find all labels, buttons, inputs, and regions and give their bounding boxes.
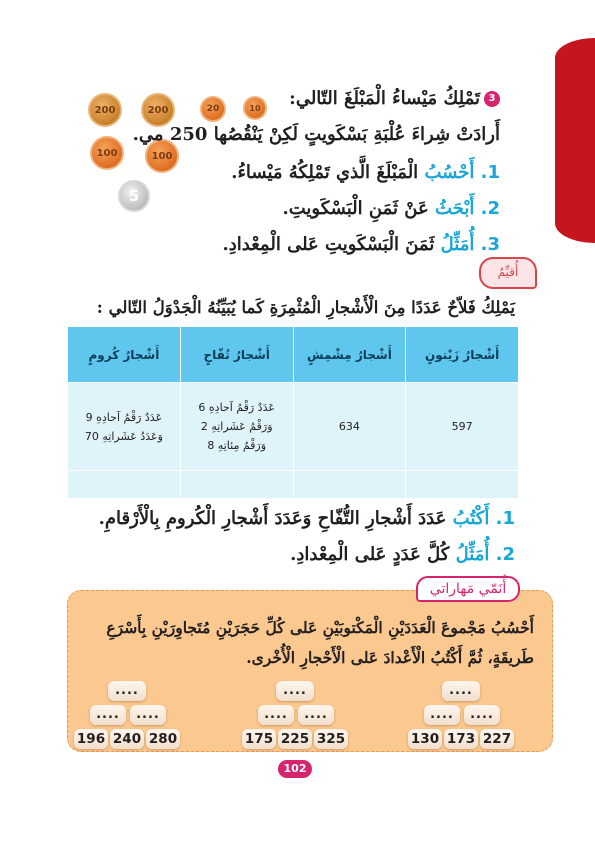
page-number: 102 <box>278 760 312 778</box>
pyramid-1-base-2: 240 <box>110 729 144 749</box>
exercise3-item-2: 2. أَبْحَثُ عَنْ ثَمَنِ الْبَسْكَويتِ. <box>282 198 500 219</box>
skills-instructions: أَحْسُبُ مَجْموعَ الْعَدَدَيْنِ الْمَكْتوبَيْنِ عَلى كُلِّ حَجَرَيْنِ مُتَجاوِرَيْنِ بِأَسْرَعِ طَريقَةٍ، ثُمَّ أَكْتُبُ الْأَعْدادَ عَلى الْأَحْجارِ الْأُخْرى. <box>106 618 534 667</box>
pyramid-1-top[interactable]: .... <box>108 681 146 701</box>
coin-200-a: 200 <box>88 93 122 127</box>
coin-5: 5 <box>118 180 150 212</box>
skills-title: أُنَمّي مَهاراتي <box>416 576 520 602</box>
pyramid-1-base-1: 196 <box>74 729 108 749</box>
coin-100-b: 100 <box>145 139 179 173</box>
exercise-number-badge: 3 <box>484 91 500 107</box>
pyramid-3-top[interactable]: .... <box>442 681 480 701</box>
header-apricot: أَشْجارُ مِشْمِشٍ <box>293 327 406 383</box>
skills-box <box>67 590 553 752</box>
pyramid-2-base-2: 225 <box>278 729 312 749</box>
pyramid-2-base-1: 175 <box>242 729 276 749</box>
header-olive: أَشْجارُ زَيْتونٍ <box>406 327 519 383</box>
pyramid-1 <box>74 679 180 753</box>
pyramid-2 <box>242 679 348 753</box>
farmer-question-1: 1. أَكْتُبُ عَدَدَ أَشْجارِ التُّفّاحِ وَعَدَدَ أَشْجارِ الْكُرومِ بِالْأَرْقامِ. <box>98 508 515 529</box>
exercise3-text: أَرادَتْ شِراءَ عُلْبَةِ بَسْكَويتٍ لَكِنْ يَنْقُصُها 250 مي. <box>132 124 500 145</box>
pyramid-2-top[interactable]: .... <box>276 681 314 701</box>
chapter-tab <box>555 38 595 243</box>
coin-200-b: 200 <box>141 93 175 127</box>
answer-cell-apricot[interactable] <box>293 471 406 499</box>
assessment-label: أُقيِّمُ <box>479 257 537 289</box>
answer-cell-grape[interactable] <box>68 471 181 499</box>
answer-cell-olive[interactable] <box>406 471 519 499</box>
pyramid-3-mid-right[interactable]: .... <box>464 705 500 725</box>
coin-10: 10 <box>243 96 267 120</box>
coin-100-a: 100 <box>90 136 124 170</box>
pyramid-3-mid-left[interactable]: .... <box>424 705 460 725</box>
exercise3-title: 3تَمْلِكُ مَيْساءُ الْمَبْلَغَ التّالي: <box>289 88 500 109</box>
trees-table <box>67 326 519 499</box>
exercise3-item-1: 1. أَحْسُبُ الْمَبْلَغَ الَّذي تَمْلِكُهُ مَيْساءُ. <box>231 162 500 183</box>
pyramid-1-mid-left[interactable]: .... <box>90 705 126 725</box>
header-grape: أَشْجارُ كُرومٍ <box>68 327 181 383</box>
answer-cell-apple[interactable] <box>180 471 293 499</box>
farmer-intro: يَمْلِكُ فَلاّحٌ عَدَدًا مِنَ الْأَشْجارِ الْمُثْمِرَةِ كَما يُبَيِّنُهُ الْجَدْوَلُ التّالي : <box>96 298 515 317</box>
value-grape: عَدَدٌ رَقْمُ آحادِهِ 9 وَعَدَدُ عَشَراتِهِ 70 <box>68 383 181 471</box>
pyramid-1-mid-right[interactable]: .... <box>130 705 166 725</box>
coin-20: 20 <box>200 96 226 122</box>
value-apple: عَدَدٌ رَقْمُ آحادِهِ 6 وَرَقْمُ عَشَراتِهِ 2 وَرَقْمُ مِئاتِهِ 8 <box>180 383 293 471</box>
value-olive: 597 <box>406 383 519 471</box>
pyramid-2-base-3: 325 <box>314 729 348 749</box>
pyramid-3-base-1: 130 <box>408 729 442 749</box>
pyramid-2-mid-left[interactable]: .... <box>258 705 294 725</box>
pyramid-2-mid-right[interactable]: .... <box>298 705 334 725</box>
farmer-question-2: 2. أُمَثِّلُ كُلَّ عَدَدٍ عَلى الْمِعْدادِ. <box>290 544 515 565</box>
pyramid-3 <box>408 679 514 753</box>
pyramid-3-base-3: 227 <box>480 729 514 749</box>
exercise3-item-3: 3. أُمَثِّلُ ثَمَنَ الْبَسْكَويتِ عَلى الْمِعْدادِ. <box>222 234 500 255</box>
pyramid-3-base-2: 173 <box>444 729 478 749</box>
value-apricot: 634 <box>293 383 406 471</box>
pyramid-1-base-3: 280 <box>146 729 180 749</box>
header-apple: أَشْجارُ تُفّاحٍ <box>180 327 293 383</box>
